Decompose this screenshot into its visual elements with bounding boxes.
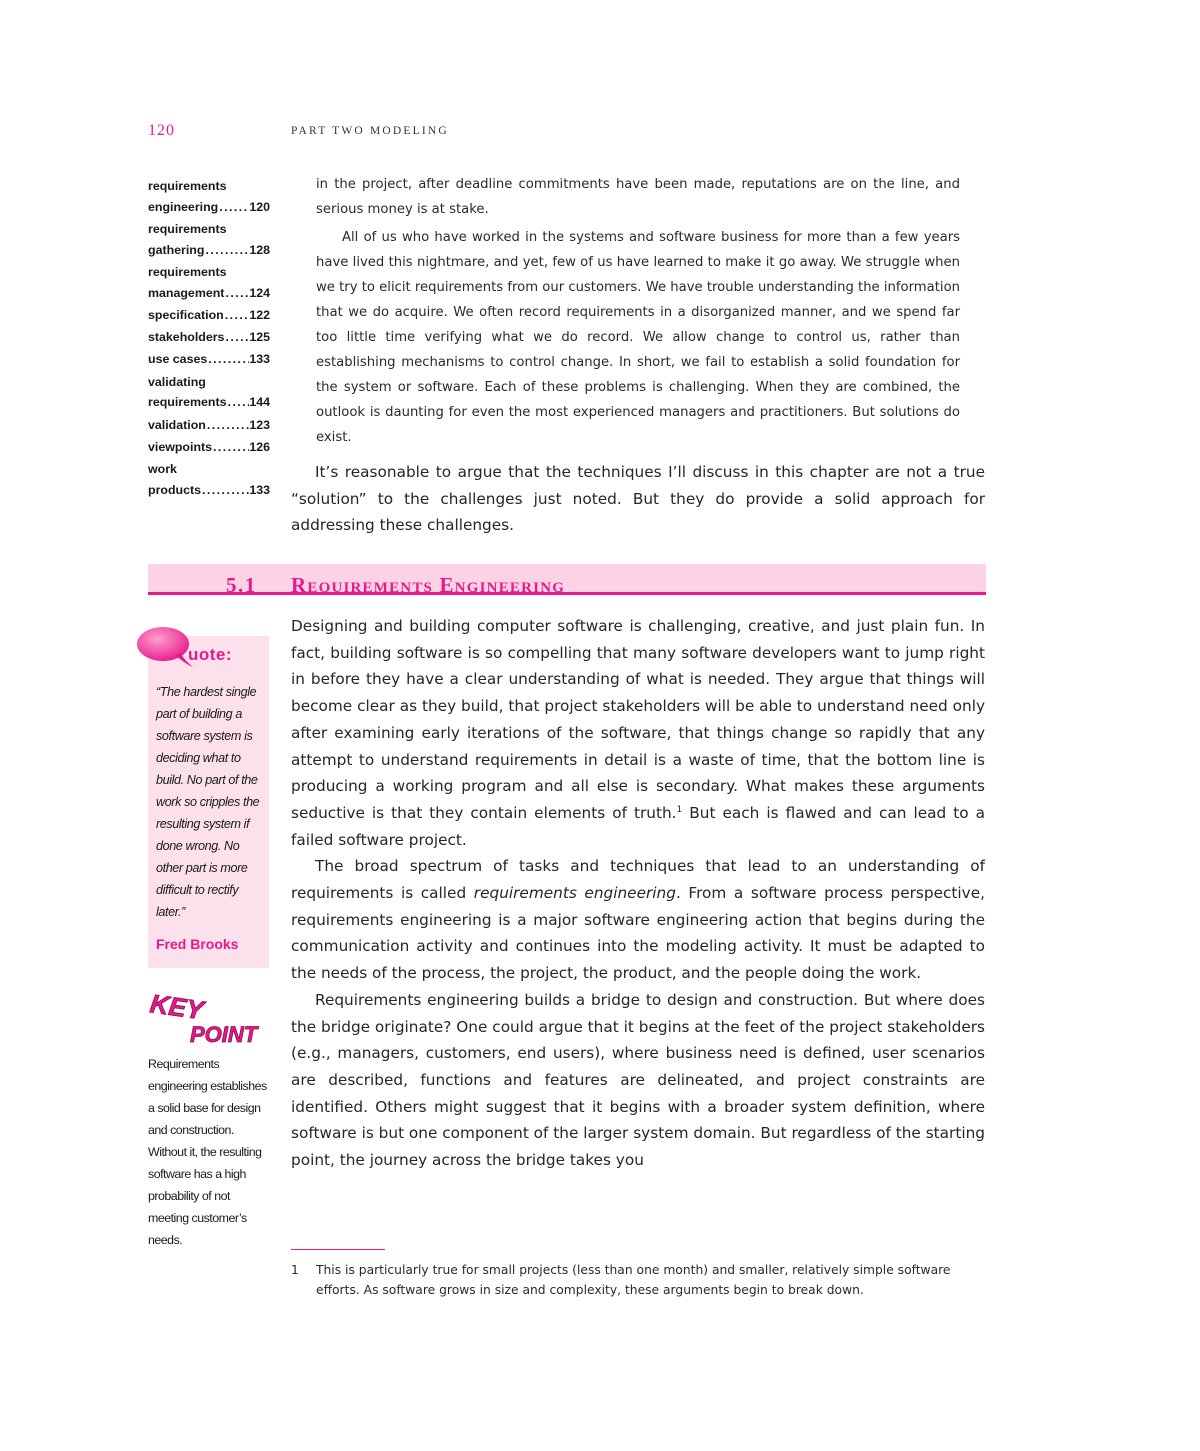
leader-dots [224, 305, 250, 326]
key-point-label-top: KEY [148, 988, 206, 1026]
keyword-index [148, 176, 270, 502]
keyword-page: 124 [249, 285, 270, 300]
keyword-entry [148, 459, 270, 501]
paragraph-text: But each is flawed and can lead to a failed software project. [291, 803, 985, 849]
keyword-text: specification [148, 307, 224, 322]
section-heading-band [148, 564, 986, 595]
keyword-text: requirements [148, 264, 227, 279]
intro-paragraph: All of us who have worked in the systems and software business for more than a few years have lived this nightmare, and yet, few of us have learned to make it go away. We struggle when we try to elicit requirements from our customers. We have trouble understanding the information that we do acquire. We often record requirements in a disorganized manner, and we spend far too little time verifying what we do record. We allow change to control us, rather than establishing mechanisms to control change. In short, we fail to establish a solid foundation for the system or software. Each of these problems is challenging. When they are combined, the outlook is daunting for even the most experienced managers and practitioners. But solutions do exist. [316, 230, 960, 445]
keyword-text: requirements [148, 179, 227, 193]
footnote-marker: 1 [291, 1263, 299, 1277]
leader-dots [204, 240, 249, 261]
footnote [291, 1260, 985, 1300]
page-number: 120 [148, 122, 175, 139]
leader-dots [224, 283, 249, 304]
closing-paragraph-block [291, 459, 985, 539]
footnote-reference[interactable]: 1 [676, 804, 683, 815]
quote-text: “The hardest single part of building a software system is deciding what to build. No part of the work so cripples the resulting system if done wrong. No other part is more difficult to rectify later.” [156, 685, 260, 919]
keyword-page: 128 [249, 242, 270, 257]
key-point-text: Requirements engineering establishes a solid base for design and construction. Without it, the resulting software has a high probability of not meeting customer’s needs. [148, 1057, 267, 1247]
leader-dots [207, 349, 249, 370]
key-point-icon [148, 988, 278, 1048]
keyword-text: requirements [148, 395, 227, 410]
body-paragraph [291, 853, 985, 987]
leader-dots [224, 327, 249, 348]
quote-label: uote: [188, 645, 233, 664]
body-paragraph [291, 613, 985, 853]
keyword-text: management [148, 285, 225, 300]
keyword-entry [148, 262, 270, 304]
footnote-text: This is particularly true for small projects (less than one month) and smaller, relatively simple software efforts. As software grows in size and complexity, these arguments begin to break down. [316, 1263, 951, 1297]
defined-term: requirements engineering [473, 884, 676, 903]
leader-dots [212, 437, 249, 458]
keyword-text: validating [148, 374, 206, 389]
body-paragraph: It’s reasonable to argue that the techniques I’ll discuss in this chapter are not a true “solution” to the challenges just noted. But they do provide a solid approach for addressing these challenges. [291, 463, 985, 535]
leader-dots [206, 415, 249, 436]
keyword-text: validation [148, 417, 206, 432]
keyword-text: requirements [148, 221, 227, 236]
keyword-text: products [148, 482, 202, 497]
keyword-entry [148, 305, 270, 326]
keyword-page: 126 [249, 439, 270, 454]
body-paragraph: Requirements engineering builds a bridge to design and construction. But where does the bridge originate? One could argue that it begins at the feet of the project stakeholders (e.g., managers, customers, end users), where business need is defined, user scenarios are described, functions and features are delineated, and project constraints are identified. Others might suggest that it begins with a broader system definition, where software is but one component of the larger system domain. But regardless of the starting point, the journey across the bridge takes you [291, 990, 985, 1170]
paragraph-text: . From a software process perspective, requirements engineering is a major software engineering action that begins during the communication activity and continues into the modeling activity. It must be adapted to the needs of the process, the project, the product, and the people doing the work. [291, 884, 986, 983]
leader-dots [201, 480, 249, 501]
section-number: 5.1 [226, 573, 257, 597]
keyword-text: use cases [148, 352, 208, 367]
keyword-text: stakeholders [148, 330, 225, 345]
intro-paragraph: in the project, after deadline commitments have been made, reputations are on the line, and serious money is at stake. [316, 177, 960, 217]
section-body [291, 613, 985, 1174]
keyword-text: viewpoints [148, 439, 213, 454]
keyword-entry [148, 176, 270, 218]
keyword-page: 123 [249, 417, 270, 432]
paragraph-text: The broad spectrum of tasks and techniques that lead to an understanding of requirements is called [291, 857, 985, 903]
leader-dots [218, 197, 249, 218]
keyword-page: 144 [249, 395, 270, 410]
running-head: PART TWO MODELING [291, 125, 449, 137]
keyword-entry [148, 349, 270, 370]
keyword-text: work [148, 461, 177, 476]
keyword-entry [148, 219, 270, 261]
keyword-entry [148, 372, 270, 414]
keyword-page: 122 [249, 307, 270, 322]
keyword-page: 133 [249, 352, 270, 367]
quote-author: Fred Brooks [156, 936, 239, 952]
leader-dots [227, 392, 250, 413]
chapter-intro [316, 172, 960, 450]
paragraph-text: Designing and building computer software is challenging, creative, and just plain fun. In fact, building software is so compelling that many software developers want to jump right in before they have a clear understanding of what is needed. They argue that things will become clear as they build, that project stakeholders will be able to understand need only after examining early iterations of the software, that things change so rapidly that any attempt to understand requirements in detail is a waste of time, that the bottom line is producing a working program and all else is secondary. What makes these arguments seductive is that they contain elements of truth. [291, 617, 985, 822]
keyword-page: 125 [249, 330, 270, 345]
keyword-text: engineering [148, 199, 219, 214]
keyword-entry [148, 327, 270, 348]
keyword-entry [148, 415, 270, 436]
keyword-page: 133 [249, 482, 270, 497]
quote-bubble-icon [135, 625, 195, 669]
keyword-text: gathering [148, 242, 205, 257]
key-point-label-bottom: POINT [190, 1022, 258, 1047]
footnote-rule [291, 1249, 385, 1250]
keyword-entry [148, 437, 270, 458]
section-title: Requirements Engineering [291, 573, 566, 597]
keyword-page: 120 [249, 199, 270, 214]
